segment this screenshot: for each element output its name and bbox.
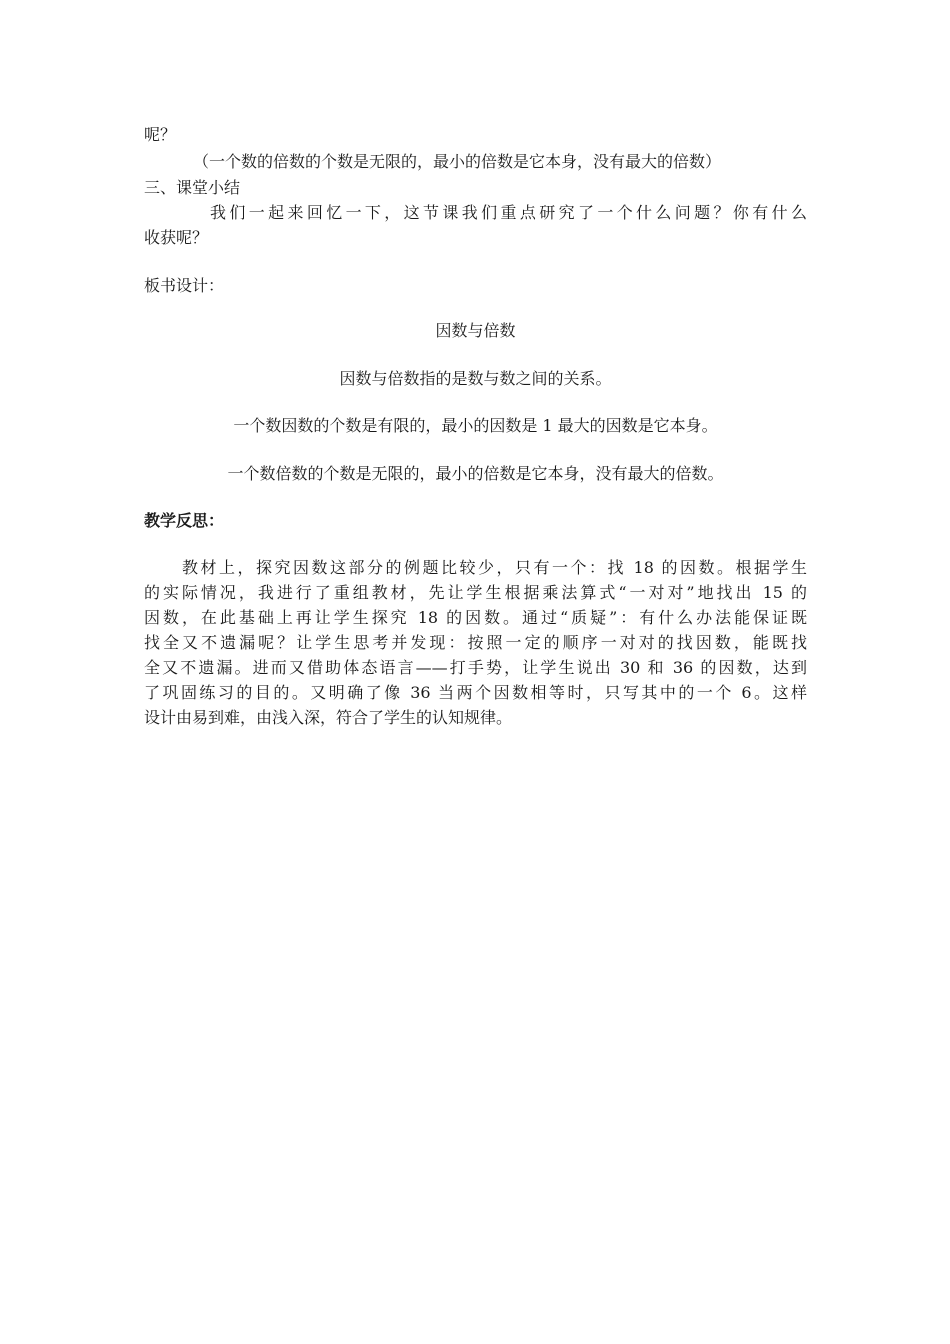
board-design-label: 板书设计：	[144, 276, 225, 295]
reflection-line: 因数，在此基础上再让学生探究 18 的因数。通过“质疑”：有什么办法能保证既	[144, 608, 807, 627]
reflection-line: 全又不遗漏。进而又借助体态语言——打手势，让学生说出 30 和 36 的因数，达到	[144, 658, 807, 677]
text-line: （一个数的倍数的个数是无限的，最小的倍数是它本身，没有最大的倍数）	[193, 152, 722, 171]
text-line: 我们一起来回忆一下，这节课我们重点研究了一个什么问题？你有什么	[210, 203, 807, 222]
text-line: 收获呢？	[144, 228, 209, 247]
reflection-line: 了巩固练习的目的。又明确了像 36 当两个因数相等时，只写其中的一个 6。这样	[144, 683, 807, 702]
board-line: 因数与倍数指的是数与数之间的关系。	[339, 369, 612, 388]
board-line: 一个数倍数的个数是无限的，最小的倍数是它本身，没有最大的倍数。	[227, 464, 724, 483]
reflection-line: 教材上，探究因数这部分的例题比较少，只有一个：找 18 的因数。根据学生	[182, 558, 807, 577]
reflection-heading: 教学反思：	[144, 511, 225, 530]
board-line: 一个数因数的个数是有限的，最小的因数是 1 最大的因数是它本身。	[233, 416, 718, 435]
board-title: 因数与倍数	[435, 321, 516, 340]
reflection-line: 设计由易到难，由浅入深，符合了学生的认知规律。	[144, 708, 513, 727]
reflection-line: 找全又不遗漏呢？让学生思考并发现：按照一定的顺序一对对的找因数，能既找	[144, 633, 807, 652]
section-heading: 三、课堂小结	[144, 178, 241, 197]
reflection-line: 的实际情况，我进行了重组教材，先让学生根据乘法算式“一对对”地找出 15 的	[144, 583, 807, 602]
text-line: 呢？	[144, 125, 177, 144]
